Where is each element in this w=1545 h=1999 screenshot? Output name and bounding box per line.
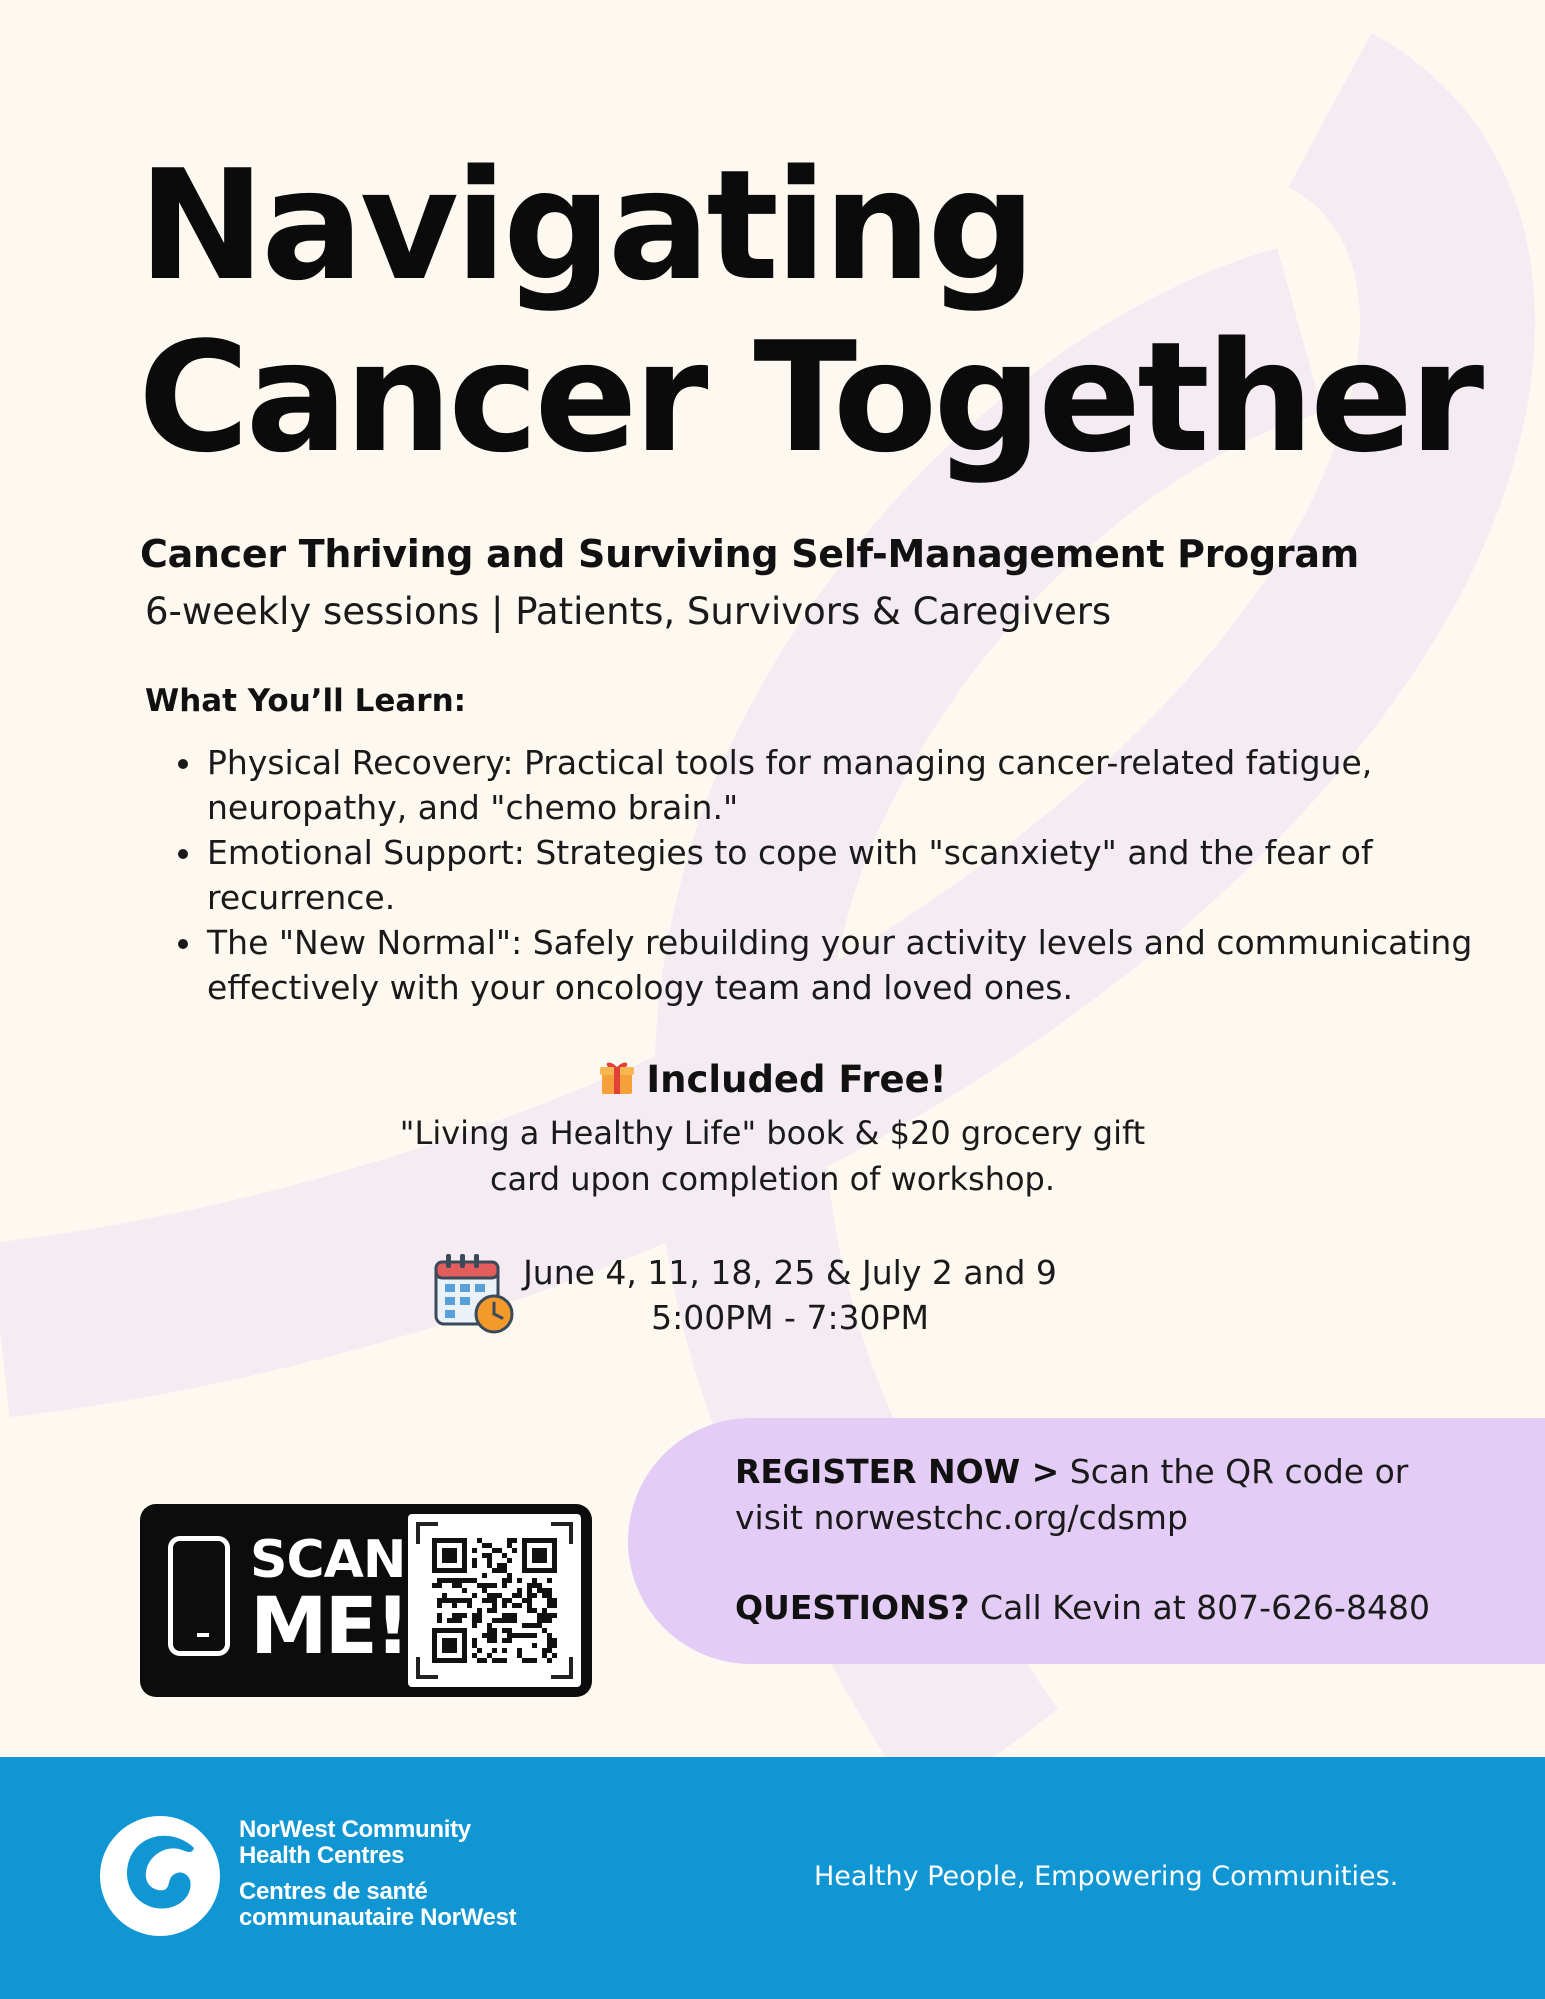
included-free-text xyxy=(0,1110,1545,1202)
session-schedule xyxy=(520,1250,1060,1340)
learn-item-emotional-support: • Emotional Support: Strategies to cope with "scanxiety" and the fear of recurrence. xyxy=(205,830,1485,920)
calendar-clock-icon xyxy=(430,1248,520,1338)
learn-list xyxy=(160,740,1485,1010)
norwest-logo-icon xyxy=(98,1814,222,1938)
qr-code-icon xyxy=(408,1514,581,1687)
session-dates: June 4, 11, 18, 25 & July 2 and 9 xyxy=(523,1253,1057,1292)
register-now-label: REGISTER NOW > xyxy=(735,1452,1060,1491)
org-name-en-2: Health Centres xyxy=(239,1842,405,1869)
register-url[interactable]: visit norwestchc.org/cdsmp xyxy=(735,1498,1188,1537)
me-label: ME! xyxy=(250,1582,408,1672)
included-free-line-1: "Living a Healthy Life" book & $20 grocery gift xyxy=(399,1114,1146,1152)
session-time: 5:00PM - 7:30PM xyxy=(651,1298,929,1337)
program-details: 6-weekly sessions | Patients, Survivors & Caregivers xyxy=(145,590,1112,633)
scan-label: SCAN xyxy=(250,1530,406,1590)
learn-item-new-normal: • The "New Normal": Safely rebuilding your activity levels and communicating effectively with your oncology team and loved ones. xyxy=(205,920,1485,1010)
questions-line xyxy=(735,1588,1430,1627)
phone-icon xyxy=(168,1536,230,1656)
page-title xyxy=(138,137,1481,486)
org-name-en-1: NorWest Community xyxy=(239,1816,471,1843)
qr-code[interactable] xyxy=(408,1514,581,1687)
scan-me-card xyxy=(140,1504,592,1697)
included-free-heading xyxy=(0,1058,1545,1101)
title-line-2: Cancer Together xyxy=(138,309,1481,486)
footer-tagline: Healthy People, Empowering Communities. xyxy=(814,1861,1399,1892)
questions-contact: Call Kevin at 807-626-8480 xyxy=(980,1588,1430,1627)
learn-heading: What You’ll Learn: xyxy=(145,683,467,719)
questions-label: QUESTIONS? xyxy=(735,1588,970,1627)
footer-bar xyxy=(0,1757,1545,1999)
learn-item-physical-recovery: • Physical Recovery: Practical tools for managing cancer-related fatigue, neuropathy, and "chemo brain." xyxy=(205,740,1485,830)
org-name-fr-2: communautaire NorWest xyxy=(239,1904,517,1931)
included-free-label: Included Free! xyxy=(646,1058,947,1101)
title-line-1: Navigating xyxy=(138,137,1033,314)
register-text: Scan the QR code or xyxy=(1069,1452,1409,1491)
register-line-1 xyxy=(735,1452,1408,1491)
scan-me-label xyxy=(250,1530,408,1672)
organization-name xyxy=(239,1817,516,1931)
org-name-fr-1: Centres de santé xyxy=(239,1878,428,1905)
included-free-line-2: card upon completion of workshop. xyxy=(489,1160,1056,1198)
gift-icon xyxy=(598,1058,636,1096)
program-name: Cancer Thriving and Surviving Self-Management Program xyxy=(140,532,1359,576)
